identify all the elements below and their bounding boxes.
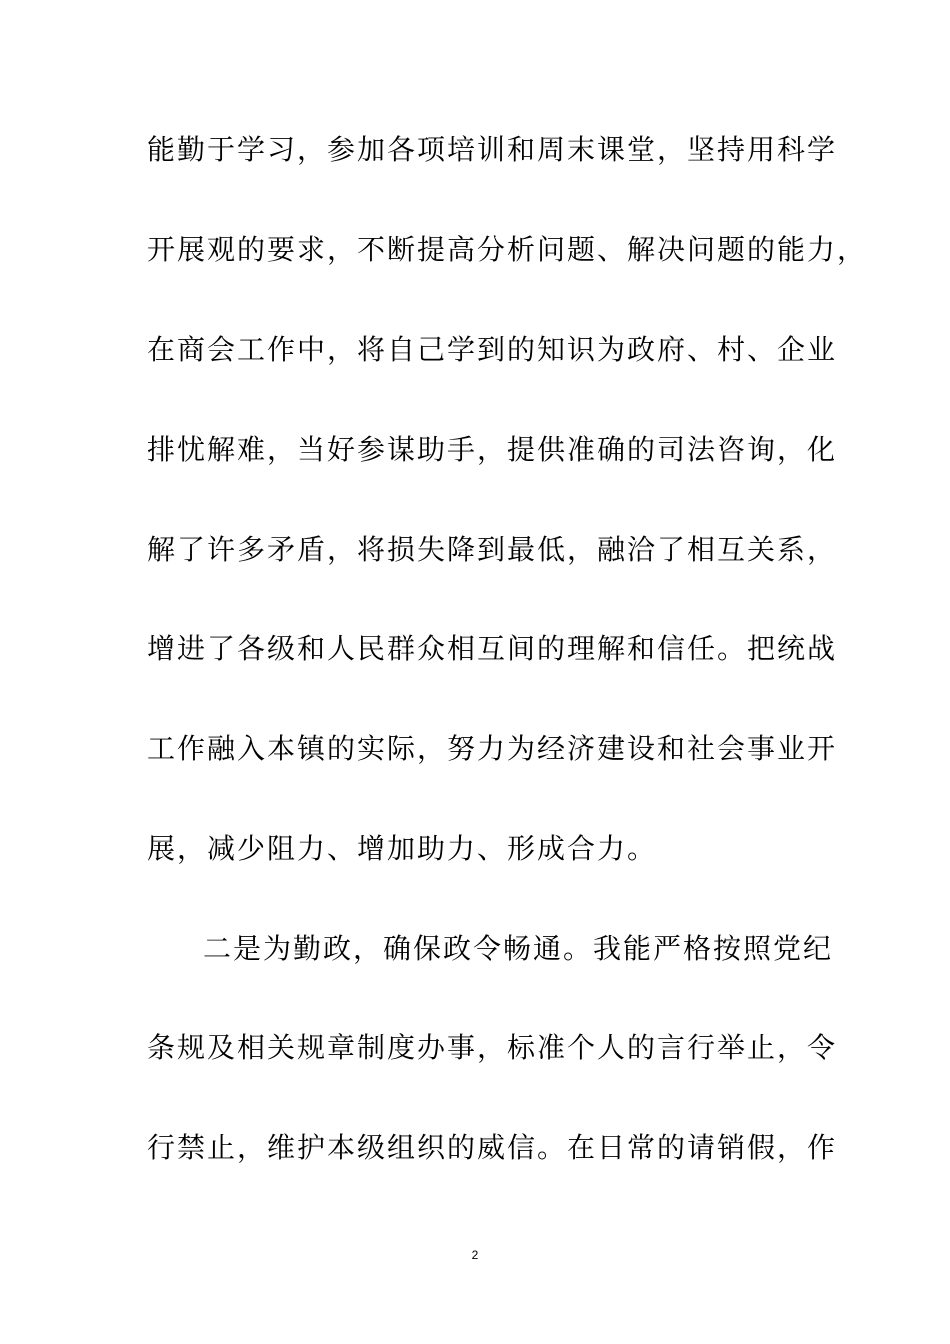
text-line-2: 开展观的要求，不断提高分析问题、解决问题的能力，	[147, 233, 868, 266]
text-line-3: 在商会工作中，将自己学到的知识为政府、村、企业	[147, 333, 838, 366]
text-line-10: 条规及相关规章制度办事，标准个人的言行举止，令	[147, 1031, 838, 1064]
text-line-4: 排忧解难，当好参谋助手，提供准确的司法咨询，化	[147, 433, 838, 466]
text-line-6: 增进了各级和人民群众相互间的理解和信任。把统战	[147, 632, 838, 665]
page-number: 2	[471, 1248, 479, 1262]
text-line-5: 解了许多矛盾，将损失降到最低，融洽了相互关系，	[147, 533, 838, 566]
text-line-9-paragraph-start: 二是为勤政，确保政令畅通。我能严格按照党纪	[203, 932, 834, 965]
text-line-1: 能勤于学习，参加各项培训和周末课堂，坚持用科学	[147, 133, 838, 166]
text-line-8: 展，减少阻力、增加助力、形成合力。	[147, 832, 658, 865]
text-line-11: 行禁止，维护本级组织的威信。在日常的请销假，作	[147, 1131, 838, 1164]
text-line-7: 工作融入本镇的实际，努力为经济建设和社会事业开	[147, 732, 838, 765]
